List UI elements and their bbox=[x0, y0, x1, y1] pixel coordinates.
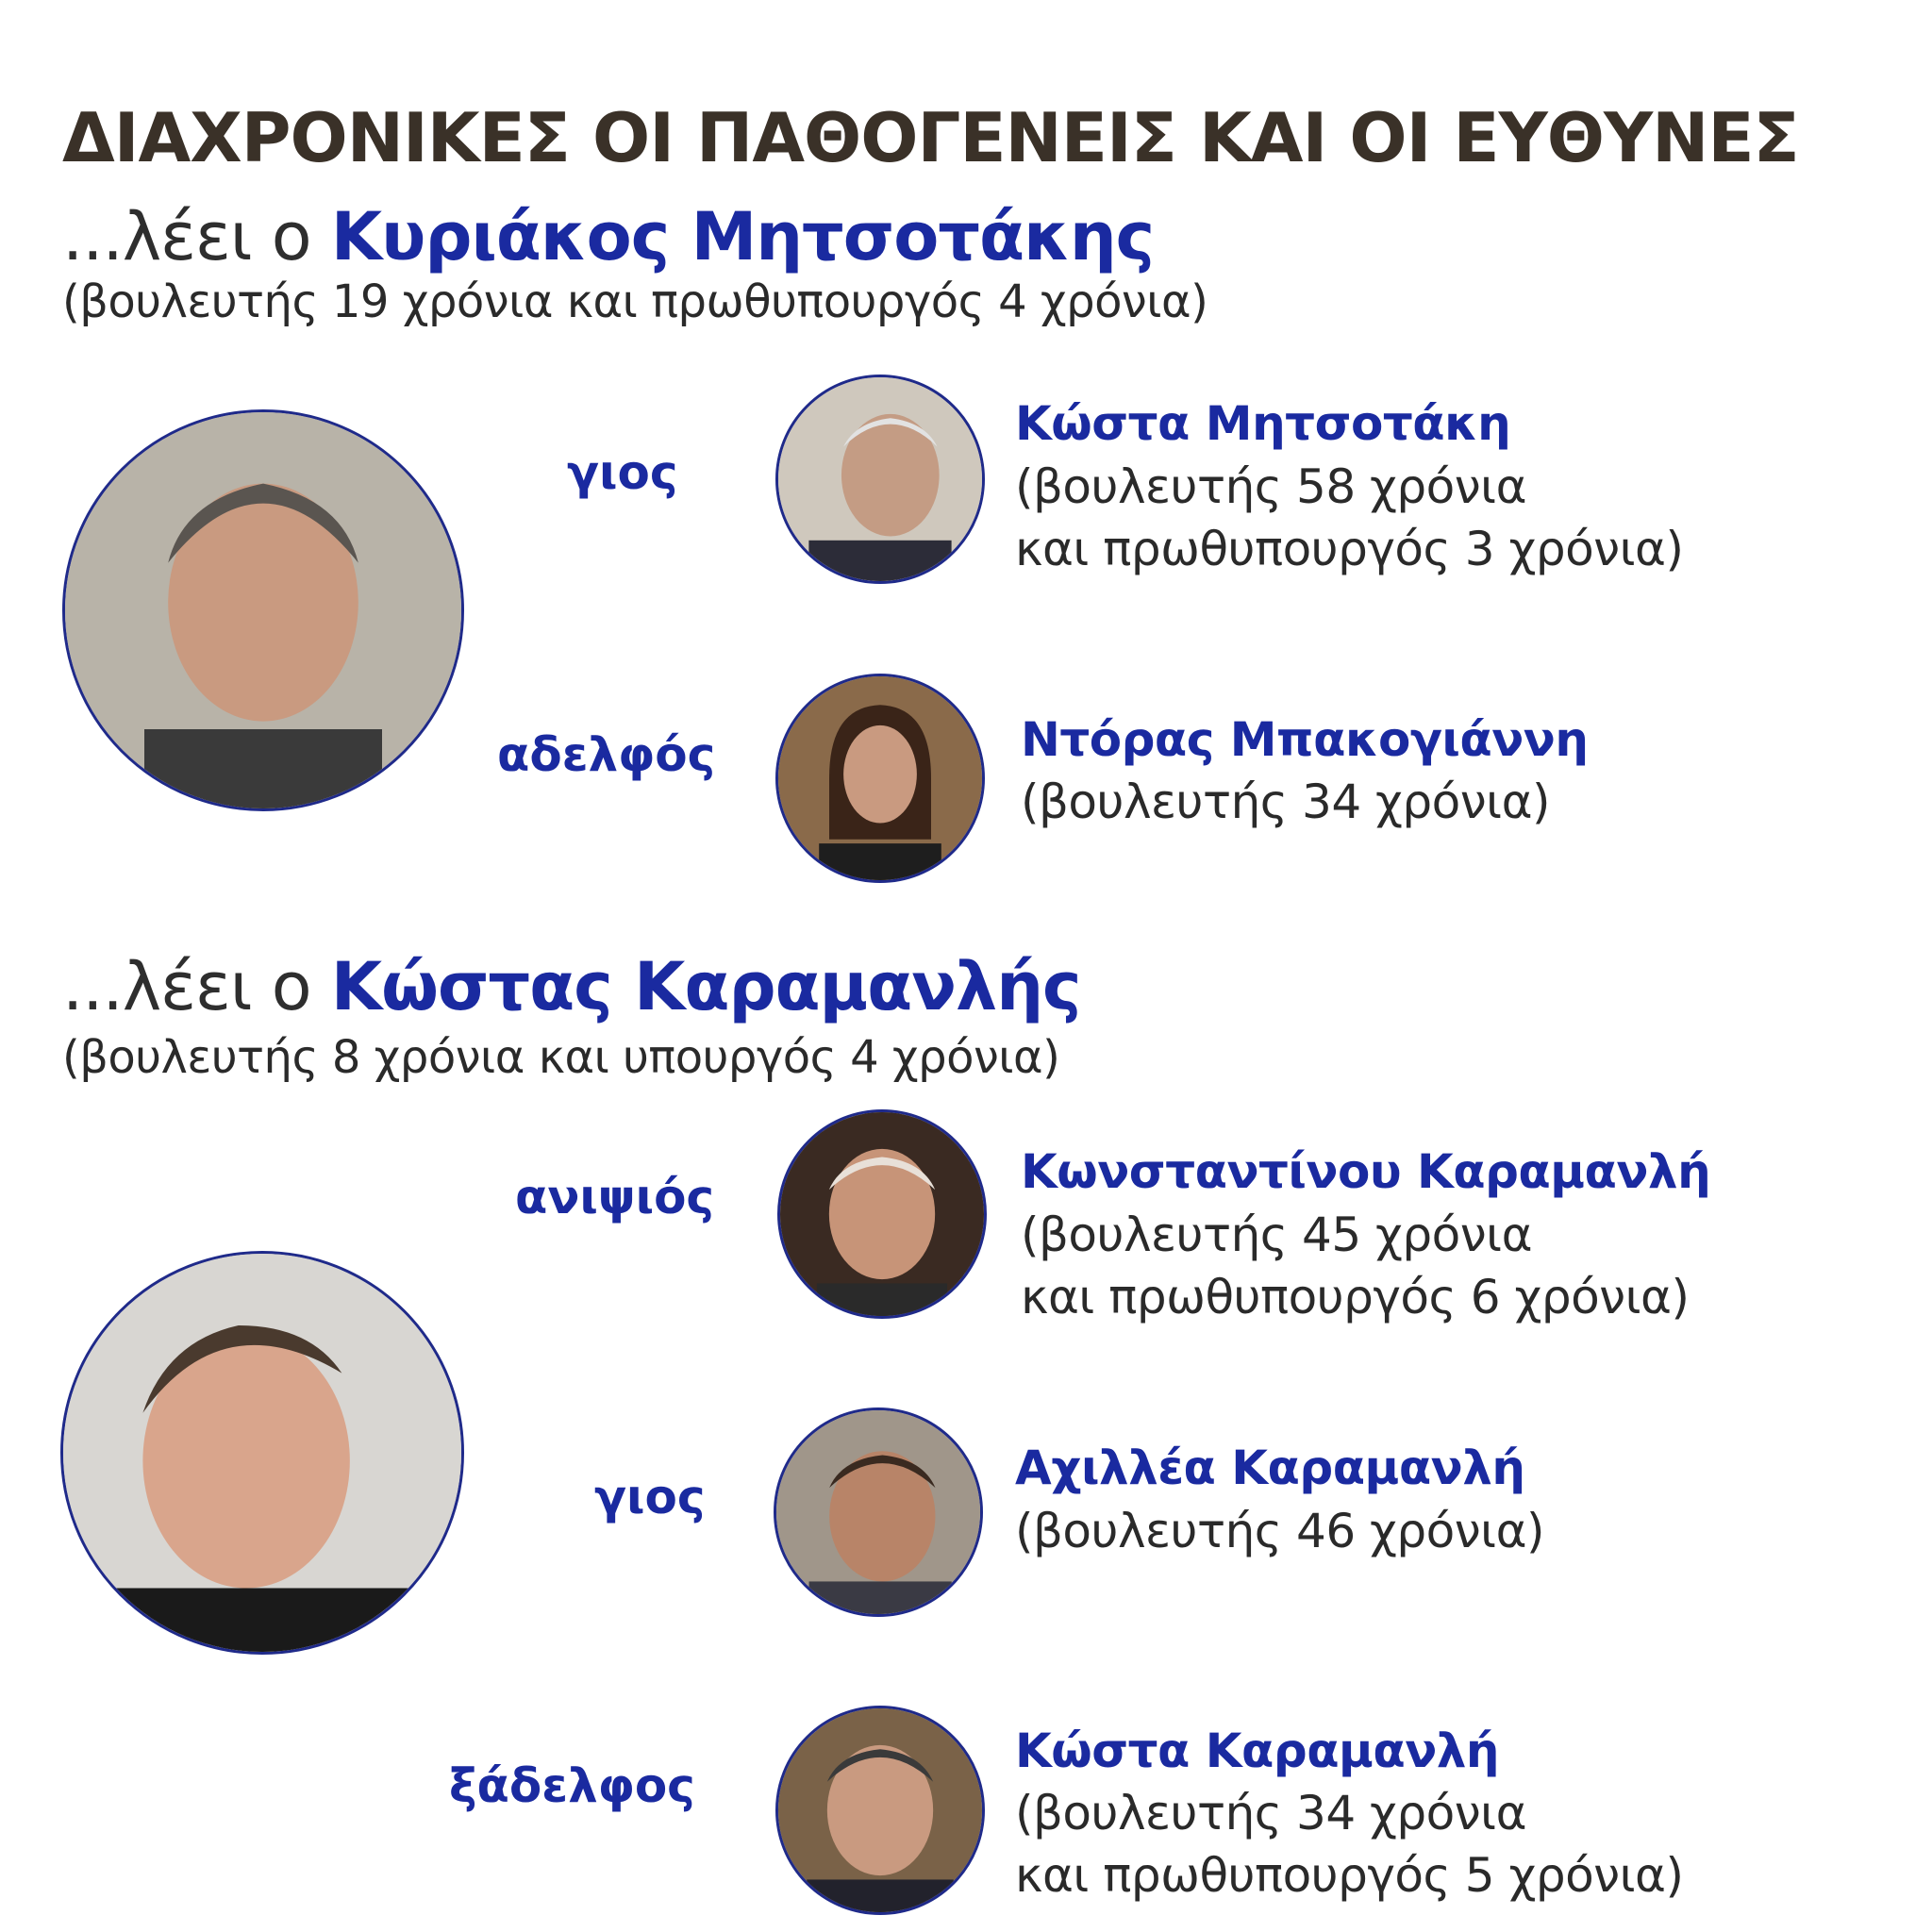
section1-main-name: Κυριάκος Μητσοτάκης bbox=[330, 198, 1155, 275]
relation-label-son: γιος bbox=[567, 445, 678, 500]
relative-name: Κώστα Μητσοτάκη bbox=[1015, 396, 1511, 451]
relative-name: Κώστα Καραμανλή bbox=[1015, 1724, 1499, 1778]
section1-subtitle: (βουλευτής 19 χρόνια και πρωθυπουργός 4 χρόνια) bbox=[62, 275, 1208, 328]
section1-says-prefix: ...λέει ο bbox=[62, 198, 311, 275]
kyriakos-mitsotakis-portrait bbox=[62, 409, 464, 811]
relation-label-cousin: ξάδελφος bbox=[449, 1758, 695, 1813]
kostas-karamanlis-portrait bbox=[60, 1251, 464, 1655]
portrait-placeholder-icon bbox=[63, 1254, 461, 1652]
relative-detail-line: (βουλευτής 45 χρόνια bbox=[1021, 1208, 1533, 1262]
relative-detail-line: (βουλευτής 34 χρόνια) bbox=[1021, 774, 1551, 829]
achilleas-karamanlis-portrait bbox=[774, 1407, 983, 1617]
section2-main-name: Κώστας Καραμανλής bbox=[330, 948, 1081, 1025]
relation-label-brother: αδελφός bbox=[497, 727, 716, 782]
section2-heading bbox=[62, 948, 1081, 1025]
kostas-mitsotakis-portrait bbox=[775, 375, 985, 584]
relation-label-son: γιος bbox=[594, 1470, 706, 1524]
section2-subtitle: (βουλευτής 8 χρόνια και υπουργός 4 χρόνια) bbox=[62, 1031, 1060, 1084]
relative-name: Αχιλλέα Καραμανλή bbox=[1015, 1441, 1525, 1495]
portrait-placeholder-icon bbox=[778, 377, 982, 581]
portrait-placeholder-icon bbox=[778, 676, 982, 880]
kostas-karamanlis-sr-portrait bbox=[775, 1706, 985, 1915]
section1-heading bbox=[62, 198, 1154, 275]
relative-detail-line: και πρωθυπουργός 5 χρόνια) bbox=[1015, 1848, 1684, 1903]
portrait-placeholder-icon bbox=[780, 1112, 984, 1316]
konstantinos-karamanlis-portrait bbox=[777, 1109, 987, 1319]
dora-bakoyannis-portrait bbox=[775, 674, 985, 883]
portrait-placeholder-icon bbox=[778, 1708, 982, 1912]
relation-label-nephew: ανιψιός bbox=[515, 1170, 715, 1224]
relative-detail-line: και πρωθυπουργός 3 χρόνια) bbox=[1015, 522, 1684, 576]
page-headline: ΔΙΑΧΡΟΝΙΚΕΣ ΟΙ ΠΑΘΟΓΕΝΕΙΣ ΚΑΙ ΟΙ ΕΥΘΥΝΕΣ bbox=[62, 98, 1799, 177]
relative-detail-line: και πρωθυπουργός 6 χρόνια) bbox=[1021, 1270, 1690, 1324]
portrait-placeholder-icon bbox=[65, 412, 461, 808]
relative-name: Κωνσταντίνου Καραμανλή bbox=[1021, 1144, 1711, 1199]
portrait-placeholder-icon bbox=[776, 1410, 980, 1614]
section2-says-prefix: ...λέει ο bbox=[62, 948, 311, 1025]
relative-detail-line: (βουλευτής 34 χρόνια bbox=[1015, 1786, 1527, 1840]
relative-detail-line: (βουλευτής 58 χρόνια bbox=[1015, 459, 1527, 514]
relative-detail-line: (βουλευτής 46 χρόνια) bbox=[1015, 1504, 1545, 1558]
relative-name: Ντόρας Μπακογιάννη bbox=[1021, 712, 1589, 767]
